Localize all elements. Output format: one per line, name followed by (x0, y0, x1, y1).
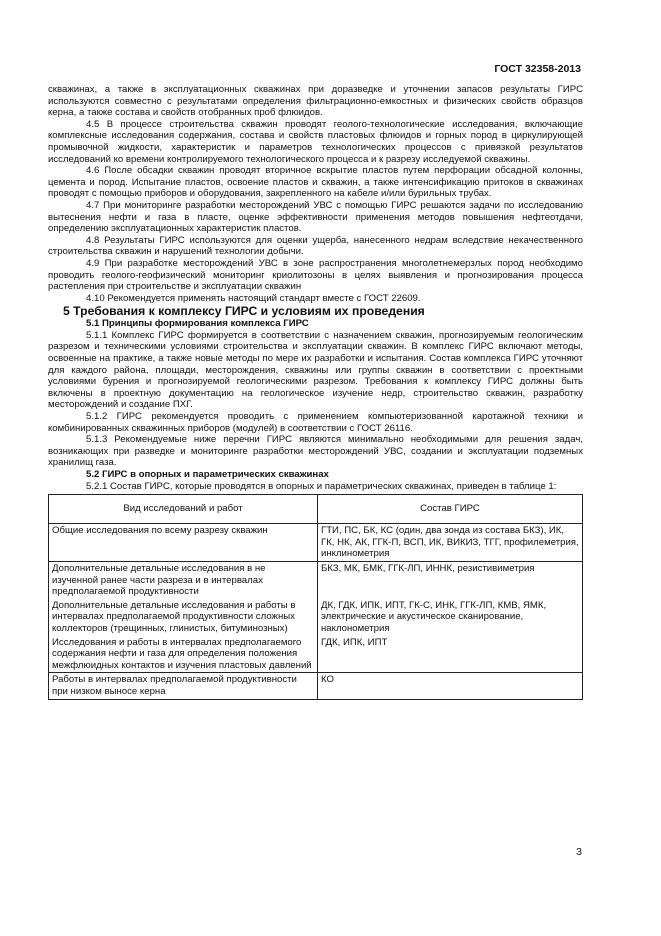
paragraph-4-8: 4.8 Результаты ГИРС используются для оценки ущерба, нанесенного недрам вследствие некачественного строительства скважин и нарушений технологии добычи. (48, 234, 583, 258)
gis-composition-table (48, 494, 583, 699)
paragraph-4-6: 4.6 После обсадки скважин проводят вторичное вскрытие пластов путем перфорации обсадной колонны, цемента и пород. Испытание пластов, освоение пластов и скважин, а также интенсификацию притоков в скважинах проводят с помощью приборов и оборудования, закрепленного на кабеле и/или бурильных трубах. (48, 165, 583, 200)
paragraph-4-7: 4.7 При мониторинге разработки месторождений УВС с помощью ГИРС решаются задачи по исследованию вытеснения нефти и газа в пласте, оценке эффективности применения методов повышения нефтеотдачи, определению эксплуатационных характеристик пластов. (48, 199, 583, 235)
table-header-composition: Состав ГИРС (318, 495, 583, 524)
table-row (49, 524, 583, 562)
table-cell-composition: ГТИ, ПС, БК, КС (один, два зонда из состава БКЗ), ИК, ГК, НК, АК, ГГК-П, ВСП, ИК, ВИКИЗ, ТГГ, профилеметрия, инклинометрия (318, 524, 583, 562)
paragraph-5-2-1: 5.2.1 Состав ГИРС, которые проводятся в опорных и параметрических скважинах, приведен в таблице 1: (86, 480, 557, 492)
paragraph-4-5: 4.5 В процессе строительства скважин проводят геолого-технологические исследования, включающие комплексные исследования содержания, состава и свойств пластовых флюидов и горных пород в циркулирующей промывочной жидкости, характеристик и параметров технологических процессов с привязкой результатов исследований ко времени контролируемого технологического процесса и к разрезу исследуемой скважины. (48, 118, 583, 165)
table-cell-work: Общие исследования по всему разрезу скважин (49, 524, 318, 562)
subsection-5-2-heading: 5.2 ГИРС в опорных и параметрических скважинах (86, 469, 329, 480)
page-number: 3 (576, 846, 582, 858)
table-cell-composition: ГДК, ИПК, ИПТ (318, 636, 583, 673)
paragraph-5-1-1: 5.1.1 Комплекс ГИРС формируется в соответствии с назначением скважин, прогнозируемым геологическим разрезом и техническими условиями строительства и эксплуатации скважин. В комплекс ГИРС включают методы, освоенные на практике, а также новые методы по мере их разработки и испытания. Состав комплекса ГИРС уточняют для каждого района, площади, месторождения, скважины или группы скважин в соответствии с проектными условиями бурения и прогнозируемой геологическими разрезом. Требования к комплексу ГИРС должны быть включены в проектную документацию на геологическое изучение недр, строительство скважин, разработку месторождений и создание ПХГ. (48, 329, 583, 411)
table-cell-work: Исследования и работы в интервалах предполагаемого содержания нефти и газа для определения положения межфлюидных контактов и изучения пластовых давлений (49, 636, 318, 673)
table-cell-work: Работы в интервалах предполагаемой продуктивности при низком выносе керна (49, 673, 318, 699)
table-row (49, 561, 583, 598)
table-row (49, 673, 583, 699)
paragraph-4-9: 4.9 При разработке месторождений УВС в зоне распространения многолетнемерзлых пород необходимо проводить геолого-геофизический мониторинг криолитозоны в целях выявления и прогнозирования процесса растепления при строительстве и эксплуатации скважин (48, 257, 583, 293)
subsection-5-1-heading: 5.1 Принципы формирования комплекса ГИРС (86, 318, 309, 330)
document-body (48, 84, 583, 700)
table-cell-composition: ДК, ГДК, ИПК, ИПТ, ГК-С, ИНК, ГГК-ЛП, КМВ, ЯМК, электрические и акустическое сканирование, наклонометрия (318, 599, 583, 636)
paragraph-continuation: скважинах, а также в эксплуатационных скважинах при доразведке и уточнении запасов результаты ГИРС используются совместно с результатами определения фильтрационно-емкостных и физических свойств образцов керна, а также состава и свойств отобранных проб флюидов. (48, 84, 583, 119)
table-cell-composition: КО (318, 673, 583, 699)
table-row (49, 599, 583, 636)
table-cell-work: Дополнительные детальные исследования в не изученной ранее части разреза и в интервалах предполагаемой продуктивности (49, 561, 318, 598)
paragraph-4-10: 4.10 Рекомендуется применять настоящий стандарт вместе с ГОСТ 22609. (86, 292, 421, 304)
table-cell-work: Дополнительные детальные исследования и работы в интервалах предполагаемой продуктивности сложных коллекторов (трещинных, глинистых, битуминозных) (49, 599, 318, 636)
table-row (49, 636, 583, 673)
table-cell-composition: БКЗ, МК, БМК, ГГК-ЛП, ИННК, резистивиметрия (318, 561, 583, 598)
paragraph-5-1-2: 5.1.2 ГИРС рекомендуется проводить с применением компьютеризованной каротажной техники и комбинированных скважинных приборов (модулей) в соответствии с ГОСТ 26116. (48, 411, 583, 434)
paragraph-5-1-3: 5.1.3 Рекомендуемые ниже перечни ГИРС являются минимально необходимыми для решения задач, возникающих при разведке и мониторинге разработки месторождений УВС, создании и эксплуатации подземных хранилищ газа. (48, 434, 583, 469)
table-header-work: Вид исследований и работ (49, 495, 318, 524)
document-header: ГОСТ 32358-2013 (494, 63, 581, 75)
table-header-row (49, 495, 583, 524)
section-5-heading: 5 Требования к комплексу ГИРС и условиям их проведения (63, 304, 425, 319)
